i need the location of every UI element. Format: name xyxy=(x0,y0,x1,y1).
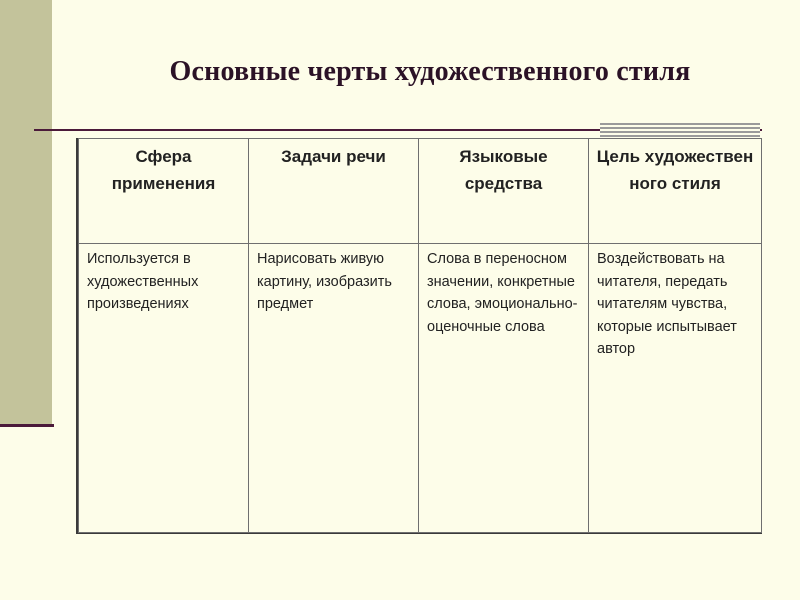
slide-title: Основные черты художественного стиля xyxy=(169,56,691,87)
cell-style-goal: Воздействовать на читателя, передать читателям чувства, которые испытывает автор xyxy=(589,244,762,533)
header-sphere: Сфера применения xyxy=(79,139,249,244)
table-row xyxy=(79,244,762,533)
cell-speech-tasks: Нарисовать живую картину, изобразить предмет xyxy=(249,244,419,533)
cell-sphere: Используется в художественных произведениях xyxy=(79,244,249,533)
header-style-goal: Цель художествен ного стиля xyxy=(589,139,762,244)
cell-language-means: Слова в переносном значении, конкретные слова, эмоционально-оценочные слова xyxy=(419,244,589,533)
left-decorative-bar xyxy=(0,0,52,426)
header-language-means: Языковые средства xyxy=(419,139,589,244)
header-speech-tasks: Задачи речи xyxy=(249,139,419,244)
table-header-row xyxy=(79,139,762,244)
table-container xyxy=(78,138,761,533)
striped-decoration xyxy=(600,123,760,139)
left-bar-base-line xyxy=(0,424,54,427)
style-features-table xyxy=(78,138,762,533)
